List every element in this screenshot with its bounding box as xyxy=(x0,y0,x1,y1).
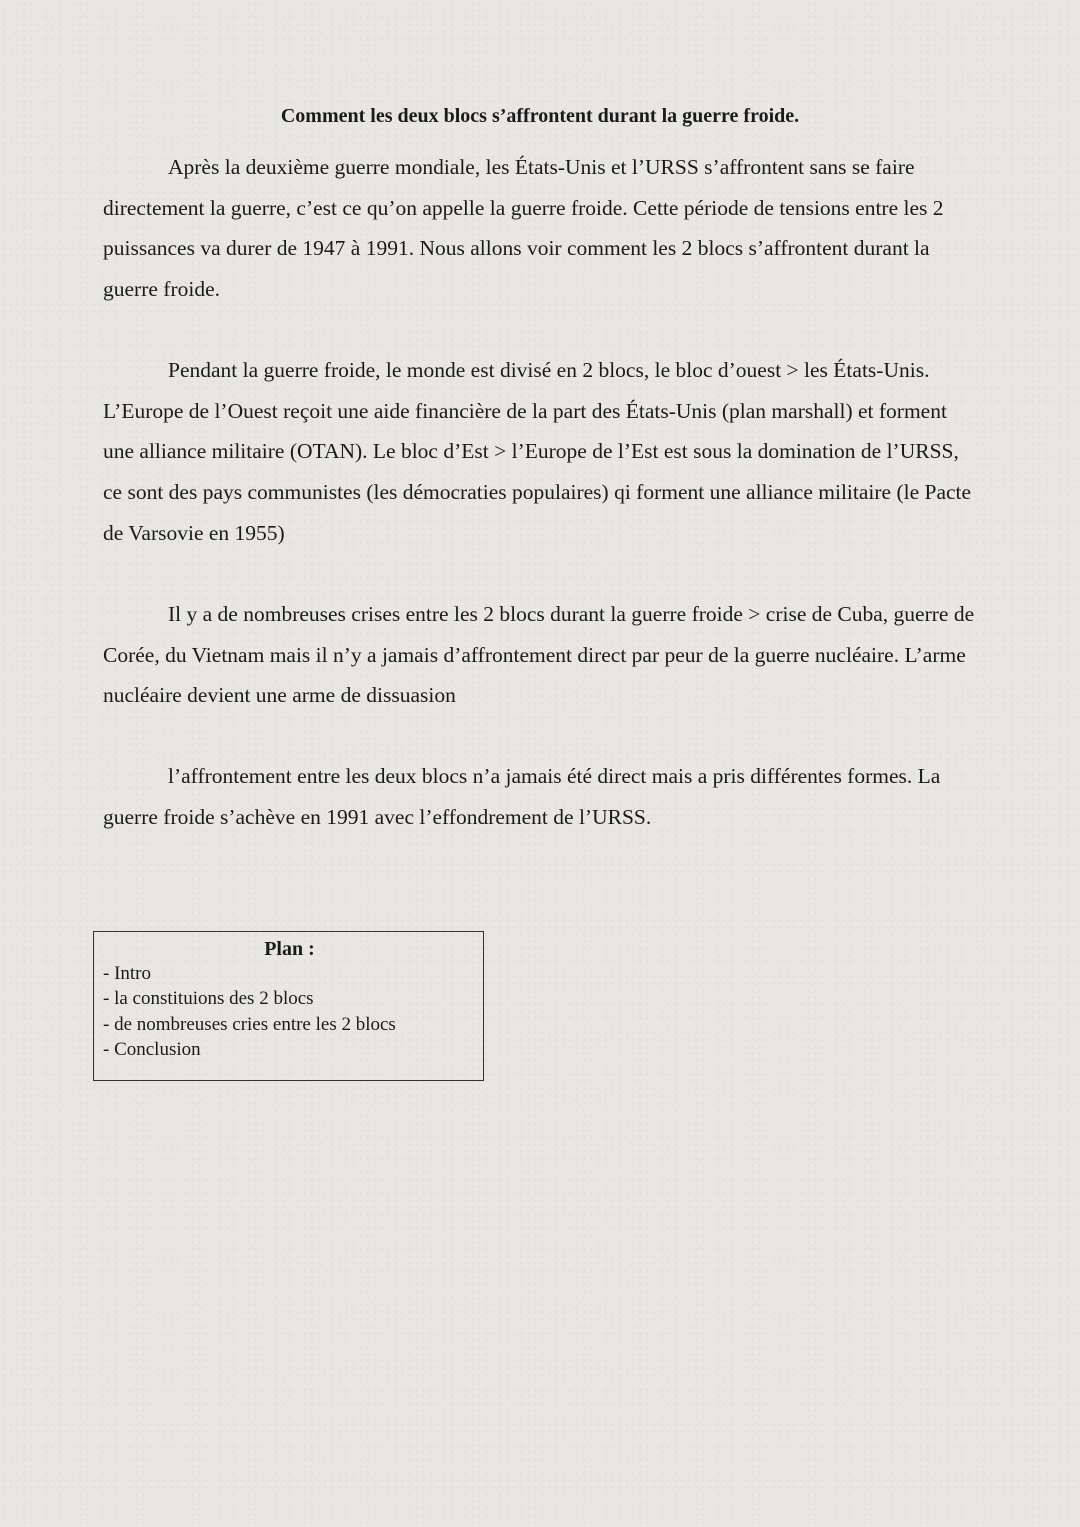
plan-item: - Conclusion xyxy=(103,1038,201,1060)
paragraph-blocs: Pendant la guerre froide, le monde est divisé en 2 blocs, le bloc d’ouest > les États-Unis. L’Europe de l’Ouest reçoit une aide financière de la part des États-Unis (plan marshall) et forment une alliance militaire (OTAN). Le bloc d’Est > l’Europe de l’Est est sous la domination de l’URSS, ce sont des pays communistes (les démocraties populaires) qi forment une alliance militaire (le Pacte de Varsovie en 1955) xyxy=(103,358,972,545)
plan-list xyxy=(103,961,396,1062)
plan-box xyxy=(93,931,484,1081)
plan-item: - Intro xyxy=(103,963,152,984)
paragraph-crises: Il y a de nombreuses crises entre les 2 blocs durant la guerre froide > crise de Cuba, guerre de Corée, du Vietnam mais il n’y a jamais d’affrontement direct par peur de la guerre nucléaire. L’arme nucléaire devient une arme de dissuasion xyxy=(103,602,975,708)
plan-item: - de nombreuses cries entre les 2 blocs xyxy=(103,1013,396,1035)
paragraph-conclusion: l’affrontement entre les deux blocs n’a jamais été direct mais a pris différentes formes. La guerre froide s’achève en 1991 avec l’effondrement de l’URSS. xyxy=(103,764,941,829)
plan-item: - la constituions des 2 blocs xyxy=(103,988,314,1010)
paragraph-intro: Après la deuxième guerre mondiale, les États-Unis et l’URSS s’affrontent sans se faire directement la guerre, c’est ce qu’on appelle la guerre froide. Cette période de tensions entre les 2 puissances va durer de 1947 à 1991. Nous allons voir comment les 2 blocs s’affrontent durant la guerre froide. xyxy=(103,155,944,302)
plan-title: Plan : xyxy=(264,938,315,960)
document-title: Comment les deux blocs s’affrontent durant la guerre froide. xyxy=(280,105,800,127)
